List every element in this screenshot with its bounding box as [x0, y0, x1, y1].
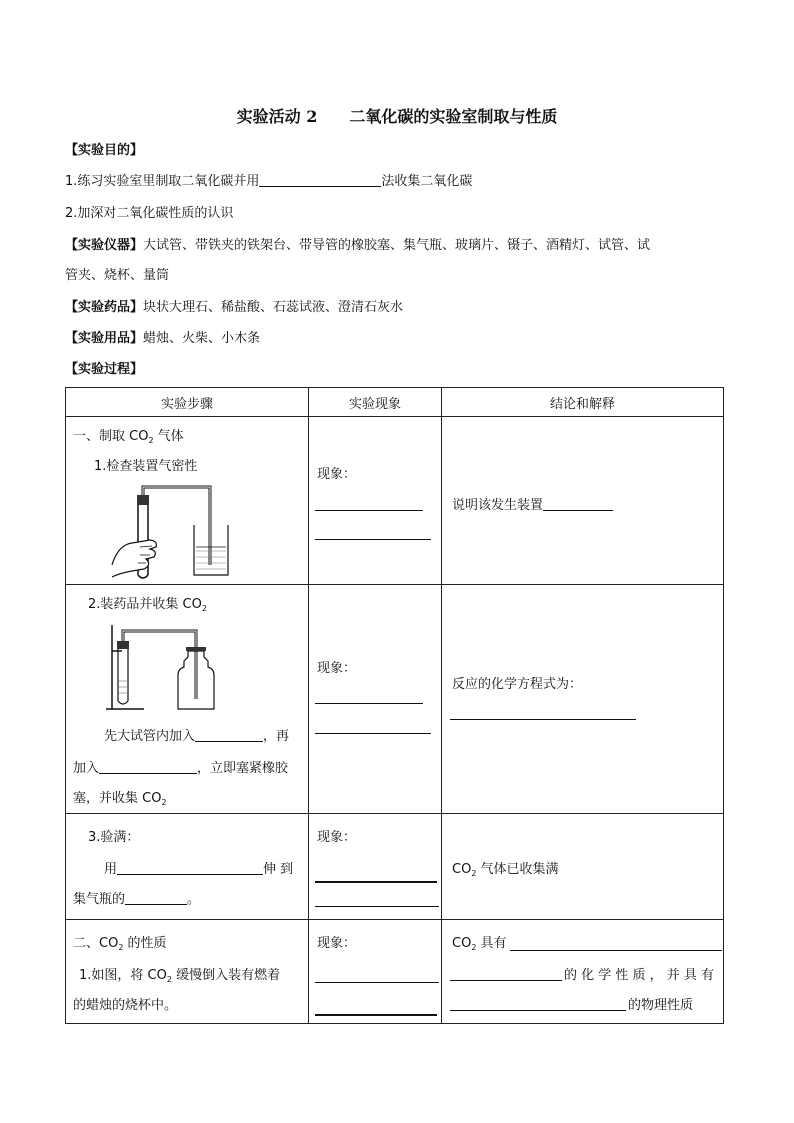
row2-step-text: 2.装药品并收集 CO [88, 597, 202, 612]
row3-text-4: 。 [187, 892, 201, 907]
row4-line-2: 的蜡烛的烧杯中。 [73, 998, 178, 1013]
subscript: 2 [471, 943, 477, 952]
row1-conclusion-blank[interactable] [543, 496, 613, 511]
row3-phenomenon-blank-1[interactable] [315, 881, 437, 883]
row2-phenomenon-label: 现象： [317, 661, 357, 676]
row1-conclusion-cell [442, 417, 724, 585]
row1-phenomenon-label: 现象： [317, 467, 357, 482]
row4-conclusion-cell [442, 920, 724, 1024]
header-conclusion: 结论和解释 [442, 388, 724, 417]
row2-equation-blank[interactable] [450, 719, 636, 720]
row1-phenomenon-blank-1[interactable] [315, 510, 423, 511]
row3-conclusion-text: CO [452, 862, 472, 877]
experiment-table [65, 387, 724, 1024]
row2-text-2: ，再 [263, 729, 290, 744]
row1-conclusion [452, 494, 613, 513]
subscript: 2 [471, 869, 477, 878]
row3-conclusion [452, 858, 559, 877]
row4-conclusion-line-3: 的物理性质 [628, 998, 694, 1013]
row4-phenomenon-label: 现象： [317, 936, 357, 951]
row2-phenomenon-blank-2[interactable] [315, 733, 431, 734]
row4-conclusion-text: CO [452, 936, 472, 951]
row1-conclusion-text: 说明该发生装置 [452, 498, 544, 513]
chemicals-text: 块状大理石、稀盐酸、石蕊试液、澄清石灰水 [143, 300, 404, 315]
row4-phenomenon-blank-2[interactable] [315, 1014, 437, 1016]
row2-line-1 [104, 725, 289, 744]
row3-step-title: 3.验满： [88, 830, 140, 845]
row3-text-3: 集气瓶的 [73, 892, 126, 907]
row2-text-4: ，立即塞紧橡胶 [197, 761, 289, 776]
purpose-item-1 [65, 172, 735, 192]
supplies-heading: 【实验用品】 [65, 331, 144, 346]
row4-chemical-property-blank-2[interactable] [450, 980, 562, 981]
supplies-text: 蜡烛、火柴、小木条 [143, 331, 261, 346]
collection-method-blank[interactable] [259, 172, 381, 187]
title-part1: 实验活动 2 [236, 107, 318, 126]
row4-line-1 [79, 964, 280, 983]
row3-line-2 [73, 888, 200, 907]
subscript: 2 [161, 798, 167, 807]
row4-conclusion-line-2: 的 化 学 性 质 ， 并 具 有 [564, 968, 715, 983]
instruments-heading: 【实验仪器】 [65, 238, 144, 253]
row2-line-3 [73, 787, 167, 806]
row3-text-2: 伸 到 [263, 862, 294, 877]
instruments-line [65, 236, 735, 256]
row2-reagent-blank-2[interactable] [99, 759, 197, 774]
row4-step-suffix: 的性质 [123, 936, 167, 951]
row2-phenomenon-blank-1[interactable] [315, 703, 423, 704]
header-phenomena: 实验现象 [309, 388, 442, 417]
row3-text-1: 用 [104, 862, 118, 877]
table-row [66, 814, 724, 920]
airtightness-apparatus-image [110, 485, 230, 580]
purpose-1-suffix: 法收集二氧化碳 [381, 174, 473, 189]
header-steps: 实验步骤 [66, 388, 309, 417]
purpose-heading: 【实验目的】 [65, 143, 144, 158]
title-part2: 二氧化碳的实验室制取与性质 [349, 107, 558, 126]
row2-conclusion: 反应的化学方程式为： [452, 677, 583, 692]
subscript: 2 [166, 975, 172, 984]
row4-phenomenon-blank-1[interactable] [315, 982, 439, 983]
purpose-item-2: 2.加深对二氧化碳性质的认识 [65, 206, 234, 221]
row1-phenomenon-cell [309, 417, 442, 585]
row4-step-cell [66, 920, 309, 1024]
page-title [0, 104, 794, 127]
purpose-1-text: 1.练习实验室里制取二氧化碳并用 [65, 174, 260, 189]
row4-chemical-property-blank-1[interactable] [510, 950, 722, 951]
table-row [66, 417, 724, 585]
row3-line-1 [104, 858, 293, 877]
collection-apparatus-image [104, 621, 224, 711]
row2-text-5: 塞，并收集 CO [73, 791, 162, 806]
instruments-line-2: 管夹、烧杯、量筒 [65, 268, 170, 283]
row3-position-blank[interactable] [125, 890, 187, 905]
row1-step-text: 一、制取 CO [73, 429, 149, 444]
supplies-line [65, 329, 735, 349]
row3-step-cell [66, 814, 309, 920]
row3-tool-blank[interactable] [117, 860, 263, 875]
row1-step-suffix: 气体 [153, 429, 184, 444]
row4-step-text: 二、CO [73, 936, 119, 951]
row2-phenomenon-cell [309, 585, 442, 814]
table-header-row [66, 388, 724, 417]
subscript: 2 [201, 604, 207, 613]
row4-phenomenon-cell [309, 920, 442, 1024]
row4-conclusion-suffix: 具有 [476, 936, 507, 951]
row3-conclusion-cell [442, 814, 724, 920]
row1-step-cell [66, 417, 309, 585]
row1-step-title [73, 425, 184, 444]
row3-conclusion-suffix: 气体已收集满 [476, 862, 559, 877]
table-row [66, 585, 724, 814]
chemicals-line [65, 298, 735, 318]
row4-conclusion-line-1 [452, 932, 507, 951]
row4-step-title [73, 932, 167, 951]
row2-text-3: 加入 [73, 761, 100, 776]
instruments-text: 大试管、带铁夹的铁架台、带导管的橡胶塞、集气瓶、玻璃片、镊子、酒精灯、试管、试 [143, 238, 651, 253]
table-row [66, 920, 724, 1024]
row3-phenomenon-blank-2[interactable] [315, 906, 439, 907]
row4-text-1b: 缓慢倒入装有燃着 [171, 968, 281, 983]
row3-phenomenon-label: 现象： [317, 830, 357, 845]
row3-phenomenon-cell [309, 814, 442, 920]
subscript: 2 [118, 943, 124, 952]
process-heading: 【实验过程】 [65, 362, 144, 377]
row4-physical-property-blank[interactable] [450, 1010, 626, 1011]
subscript: 2 [148, 436, 154, 445]
row1-phenomenon-blank-2[interactable] [315, 539, 431, 540]
row4-text-1: 1.如图，将 CO [79, 968, 167, 983]
row2-step-title [88, 593, 207, 612]
chemicals-heading: 【实验药品】 [65, 300, 144, 315]
row2-step-cell [66, 585, 309, 814]
row2-reagent-blank-1[interactable] [195, 727, 263, 742]
row2-line-2 [73, 757, 288, 776]
row2-text-1: 先大试管内加入 [104, 729, 196, 744]
row1-substep: 1.检查装置气密性 [94, 459, 198, 474]
row2-conclusion-cell [442, 585, 724, 814]
